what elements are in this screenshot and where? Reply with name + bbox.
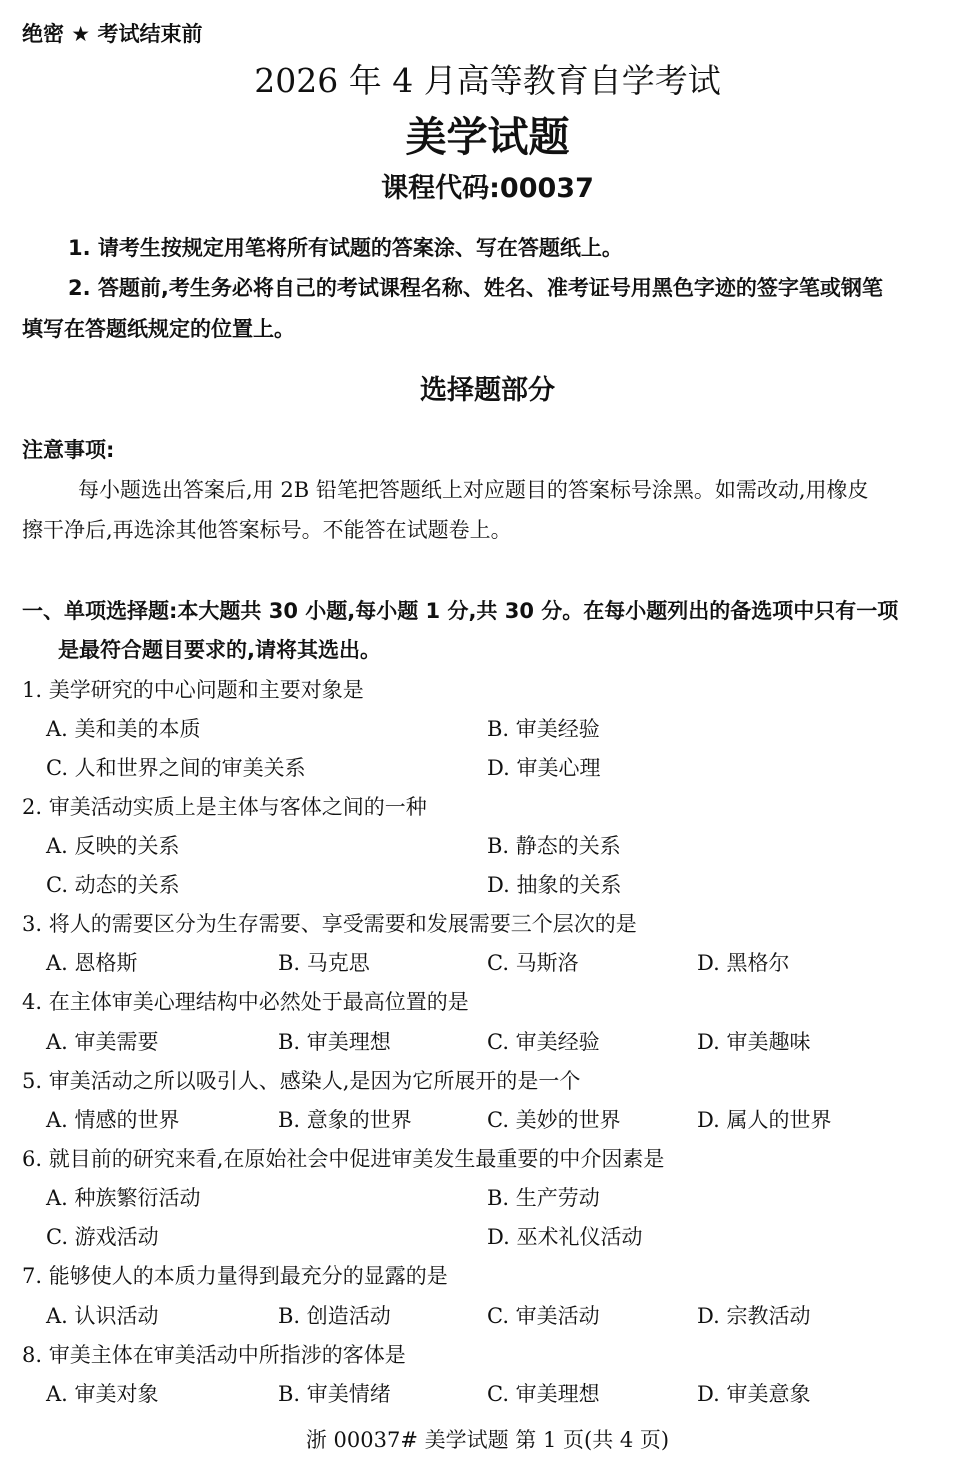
question-1-option-b: B. 审美经验 [487, 717, 600, 741]
question-8-option-a: A. 审美对象 [46, 1382, 159, 1406]
part-title: 选择题部分 [420, 375, 555, 406]
question-7-stem: 7. 能够使人的本质力量得到最充分的显露的是 [22, 1264, 448, 1288]
question-7-option-d: D. 宗教活动 [697, 1304, 811, 1328]
instruction-2-line-2: 填写在答题纸规定的位置上。 [22, 317, 295, 341]
question-5-option-a: A. 情感的世界 [46, 1108, 180, 1132]
notes-heading: 注意事项: [22, 438, 115, 462]
question-2-option-b: B. 静态的关系 [487, 834, 621, 858]
question-4-option-d: D. 审美趣味 [697, 1030, 811, 1054]
question-5-option-c: C. 美妙的世界 [487, 1108, 621, 1132]
notes-text-line-2: 擦干净后,再选涂其他答案标号。不能答在试题卷上。 [22, 518, 512, 542]
page-footer: 浙 00037# 美学试题 第 1 页(共 4 页) [305, 1428, 670, 1452]
question-1-option-c: C. 人和世界之间的审美关系 [46, 756, 306, 780]
question-1-stem: 1. 美学研究的中心问题和主要对象是 [22, 678, 364, 702]
subject-title: 美学试题 [405, 113, 570, 161]
instruction-1: 1. 请考生按规定用笔将所有试题的答案涂、写在答题纸上。 [68, 236, 623, 260]
question-6-option-c: C. 游戏活动 [46, 1225, 159, 1249]
question-2-option-c: C. 动态的关系 [46, 873, 180, 897]
notes-text-line-1: 每小题选出答案后,用 2B 铅笔把答题纸上对应题目的答案标号涂黑。如需改动,用橡皮 [78, 478, 869, 502]
question-3-option-d: D. 黑格尔 [697, 951, 790, 975]
question-1-option-a: A. 美和美的本质 [46, 717, 201, 741]
question-2-option-d: D. 抽象的关系 [487, 873, 622, 897]
exam-title: 2026 年 4 月高等教育自学考试 [254, 61, 721, 100]
question-5-option-b: B. 意象的世界 [278, 1108, 412, 1132]
question-4-option-b: B. 审美理想 [278, 1030, 391, 1054]
course-code: 课程代码:00037 [381, 173, 594, 204]
question-2-stem: 2. 审美活动实质上是主体与客体之间的一种 [22, 795, 427, 819]
question-7-option-a: A. 认识活动 [46, 1304, 159, 1328]
question-8-option-b: B. 审美情绪 [278, 1382, 391, 1406]
question-3-stem: 3. 将人的需要区分为生存需要、享受需要和发展需要三个层次的是 [22, 912, 637, 936]
question-4-stem: 4. 在主体审美心理结构中必然处于最高位置的是 [22, 990, 469, 1014]
question-8-option-d: D. 审美意象 [697, 1382, 811, 1406]
question-6-option-d: D. 巫术礼仪活动 [487, 1225, 643, 1249]
question-4-option-a: A. 审美需要 [46, 1030, 159, 1054]
question-2-option-a: A. 反映的关系 [46, 834, 180, 858]
question-8-stem: 8. 审美主体在审美活动中所指涉的客体是 [22, 1343, 406, 1367]
question-6-option-b: B. 生产劳动 [487, 1186, 600, 1210]
question-4-option-c: C. 审美经验 [487, 1030, 600, 1054]
question-5-option-d: D. 属人的世界 [697, 1108, 832, 1132]
question-6-option-a: A. 种族繁衍活动 [46, 1186, 201, 1210]
section-heading-line-2: 是最符合题目要求的,请将其选出。 [58, 638, 381, 662]
question-3-option-b: B. 马克思 [278, 951, 370, 975]
question-3-option-c: C. 马斯洛 [487, 951, 579, 975]
question-6-stem: 6. 就目前的研究来看,在原始社会中促进审美发生最重要的中介因素是 [22, 1147, 665, 1171]
instruction-2-line-1: 2. 答题前,考生务必将自己的考试课程名称、姓名、准考证号用黑色字迹的签字笔或钢笔 [68, 276, 883, 300]
question-8-option-c: C. 审美理想 [487, 1382, 600, 1406]
question-1-option-d: D. 审美心理 [487, 756, 601, 780]
section-heading-line-1: 一、单项选择题:本大题共 30 小题,每小题 1 分,共 30 分。在每小题列出的备选项中只有一项 [22, 599, 899, 623]
confidential-label: 绝密 ★ 考试结束前 [22, 22, 203, 46]
question-3-option-a: A. 恩格斯 [46, 951, 138, 975]
question-5-stem: 5. 审美活动之所以吸引人、感染人,是因为它所展开的是一个 [22, 1069, 581, 1093]
question-7-option-b: B. 创造活动 [278, 1304, 391, 1328]
question-7-option-c: C. 审美活动 [487, 1304, 600, 1328]
